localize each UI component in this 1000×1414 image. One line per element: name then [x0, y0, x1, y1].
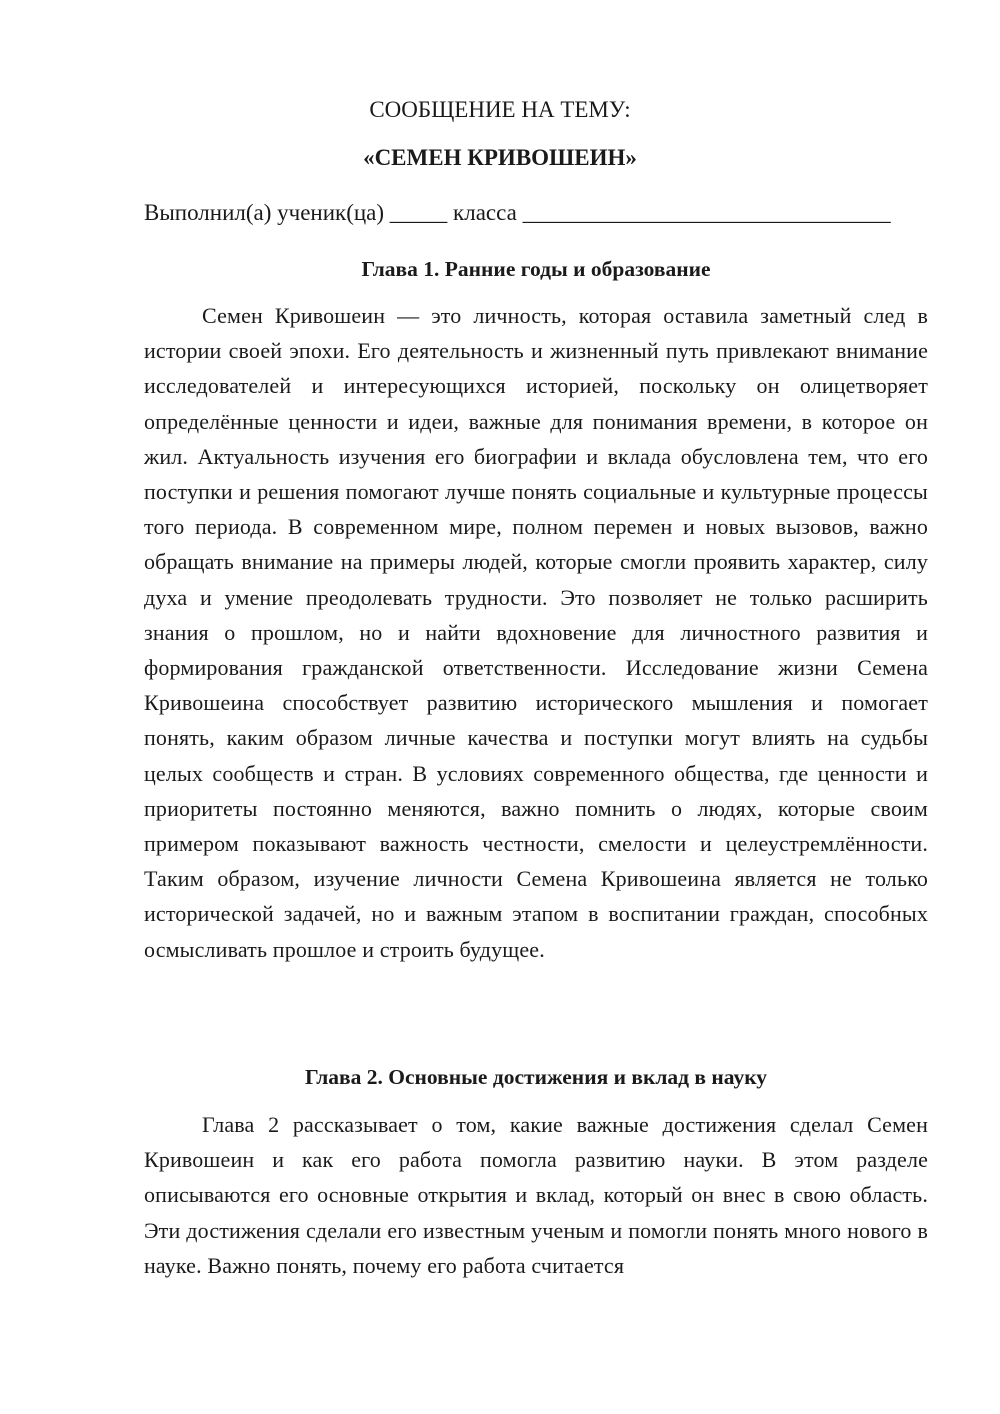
- chapter-1-paragraph: Семен Кривошеин — это личность, которая оставила заметный след в истории своей эпохи. Его деятельность и жизненный путь привлекают внимание исследователей и интересующихся историей, поскольку он олицетворяет определённые ценности и идеи, важные для понимания времени, в которое он жил. Актуальность изучения его биографии и вклада обусловлена тем, что его поступки и решения помогают лучше понять социальные и культурные процессы того периода. В современном мире, полном перемен и новых вызовов, важно обращать внимание на примеры людей, которые смогли проявить характер, силу духа и умение преодолевать трудности. Это позволяет не только расширить знания о прошлом, но и найти вдохновение для личностного развития и формирования гражданской ответственности. Исследование жизни Семена Кривошеина способствует развитию исторического мышления и помогает понять, каким образом личные качества и поступки могут влиять на судьбы целых сообществ и стран. В условиях современного общества, где ценности и приоритеты постоянно меняются, важно помнить о людях, которые своим примером показывают важность честности, смелости и целеустремлённости. Таким образом, изучение личности Семена Кривошеина является не только исторической задачей, но и важным этапом в воспитании граждан, способных осмысливать прошлое и строить будущее.: [144, 303, 928, 962]
- document-title-line-1: СООБЩЕНИЕ НА ТЕМУ:: [369, 97, 631, 122]
- chapter-2-heading: Глава 2. Основные достижения и вклад в науку: [304, 1065, 768, 1089]
- author-byline: Выполнил(а) ученик(ца) _____ класса ________________________________: [144, 200, 891, 225]
- chapter-2-paragraph: Глава 2 рассказывает о том, какие важные достижения сделал Семен Кривошеин и как его работа помогла развитию науки. В этом разделе описываются его основные открытия и вклад, который он внес в свою область. Эти достижения сделали его известным ученым и помогли понять много нового в науке. Важно понять, почему его работа считается: [144, 1112, 928, 1278]
- document-title-line-2: «СЕМЕН КРИВОШЕИН»: [363, 145, 637, 170]
- chapter-1-heading: Глава 1. Ранние годы и образование: [361, 257, 711, 281]
